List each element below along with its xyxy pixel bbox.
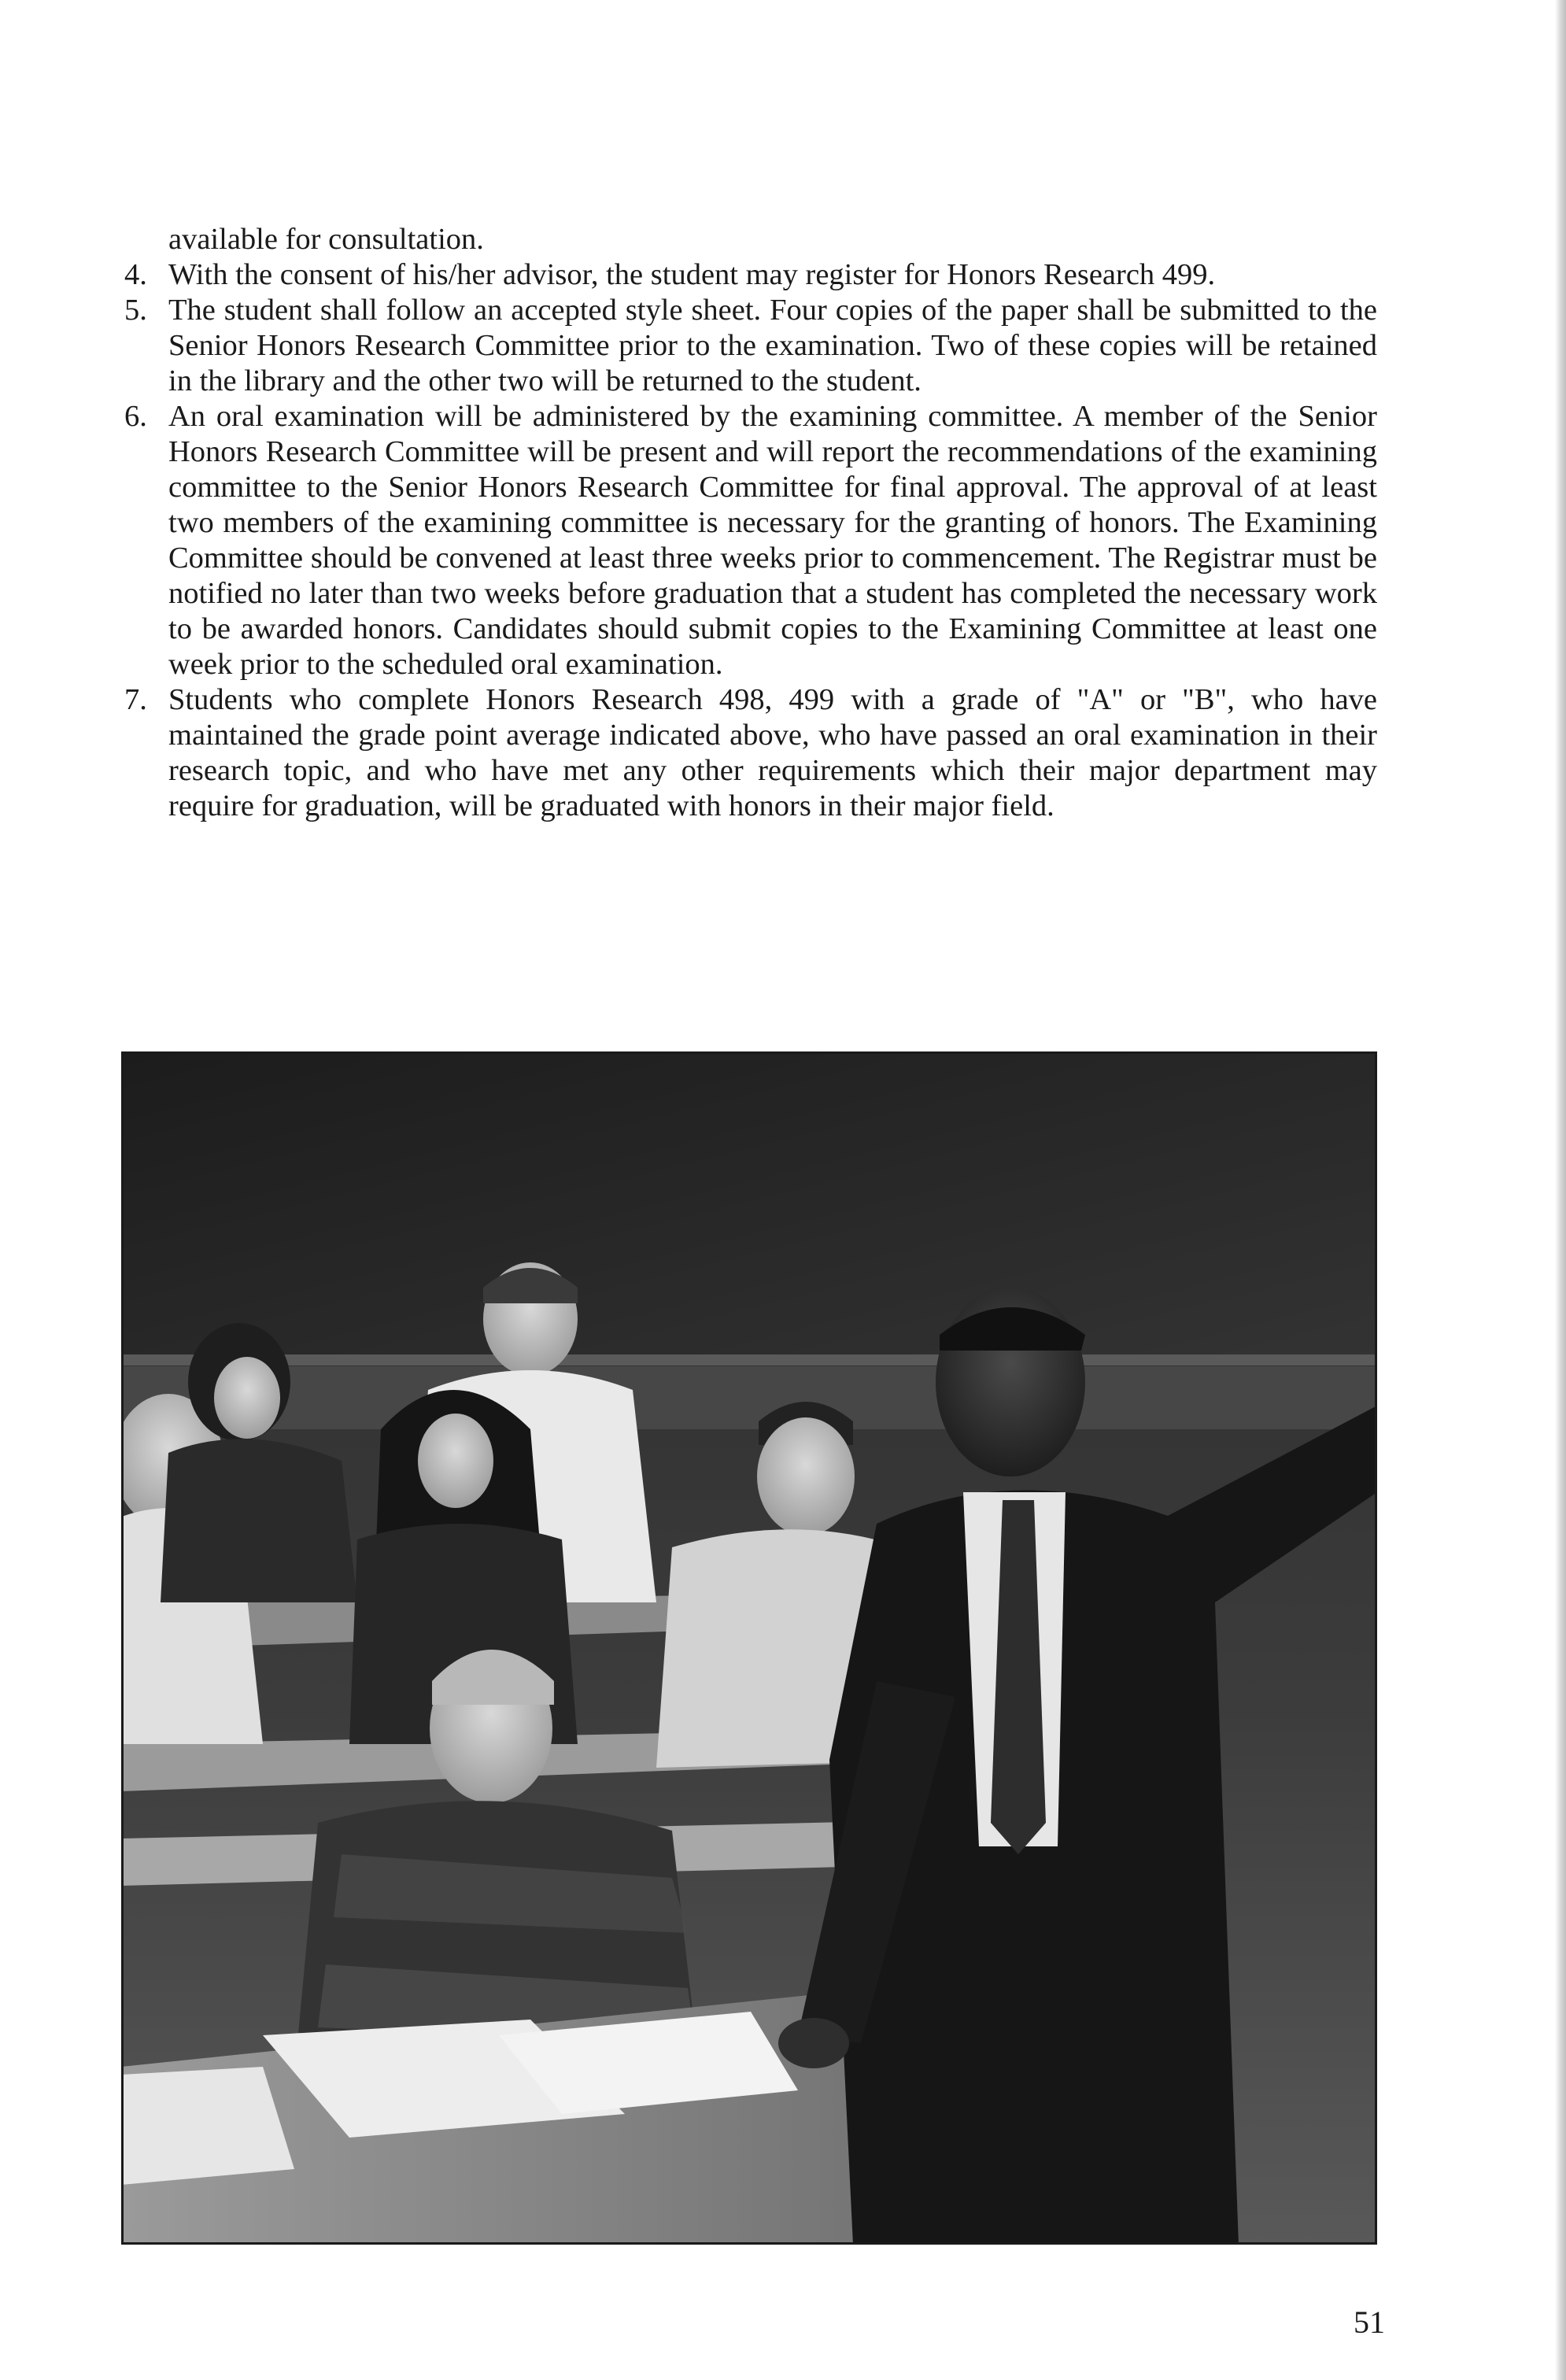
requirements-list [124, 257, 1377, 824]
body-text [124, 222, 1377, 824]
list-item [124, 293, 1377, 399]
item-number: 6. [124, 400, 147, 433]
list-item [124, 399, 1377, 682]
list-item [124, 257, 1377, 293]
page-edge-shadow [1555, 0, 1566, 2380]
classroom-photo-illustration [121, 1051, 1377, 2245]
item-number: 4. [124, 258, 147, 291]
item-text: The student shall follow an accepted style sheet. Four copies of the paper shall be submitted to the Senior Honors Research Committee prior to the examination. Two of these copies will be retained in the library and the other two will be returned to the student. [168, 294, 1377, 397]
item-text: With the consent of his/her advisor, the student may register for Honors Research 499. [168, 258, 1216, 291]
classroom-photo [121, 1051, 1377, 2245]
list-item [124, 682, 1377, 824]
page-number: 51 [1354, 2304, 1385, 2340]
continuation-text: available for consultation. [168, 223, 484, 256]
item-text: An oral examination will be administered by the examining committee. A member of the Senior Honors Research Committee will be present and will report the recommendations of the examining committee to the Senior Honors Research Committee for final approval. The approval of at least two members of the examining committee is necessary for the granting of honors. The Examining Committee should be convened at least three weeks prior to commencement. The Registrar must be notified no later than two weeks before graduation that a student has completed the necessary work to be awarded honors. Candidates should submit copies to the Examining Committee at least one week prior to the scheduled oral examination. [168, 400, 1377, 681]
item-number: 7. [124, 683, 147, 716]
item-number: 5. [124, 294, 147, 327]
item-text: Students who complete Honors Research 498, 499 with a grade of "A" or "B", who have maintained the grade point average indicated above, who have passed an oral examination in their research topic, and who have met any other requirements which their major department may require for graduation, will be graduated with honors in their major field. [168, 683, 1377, 822]
